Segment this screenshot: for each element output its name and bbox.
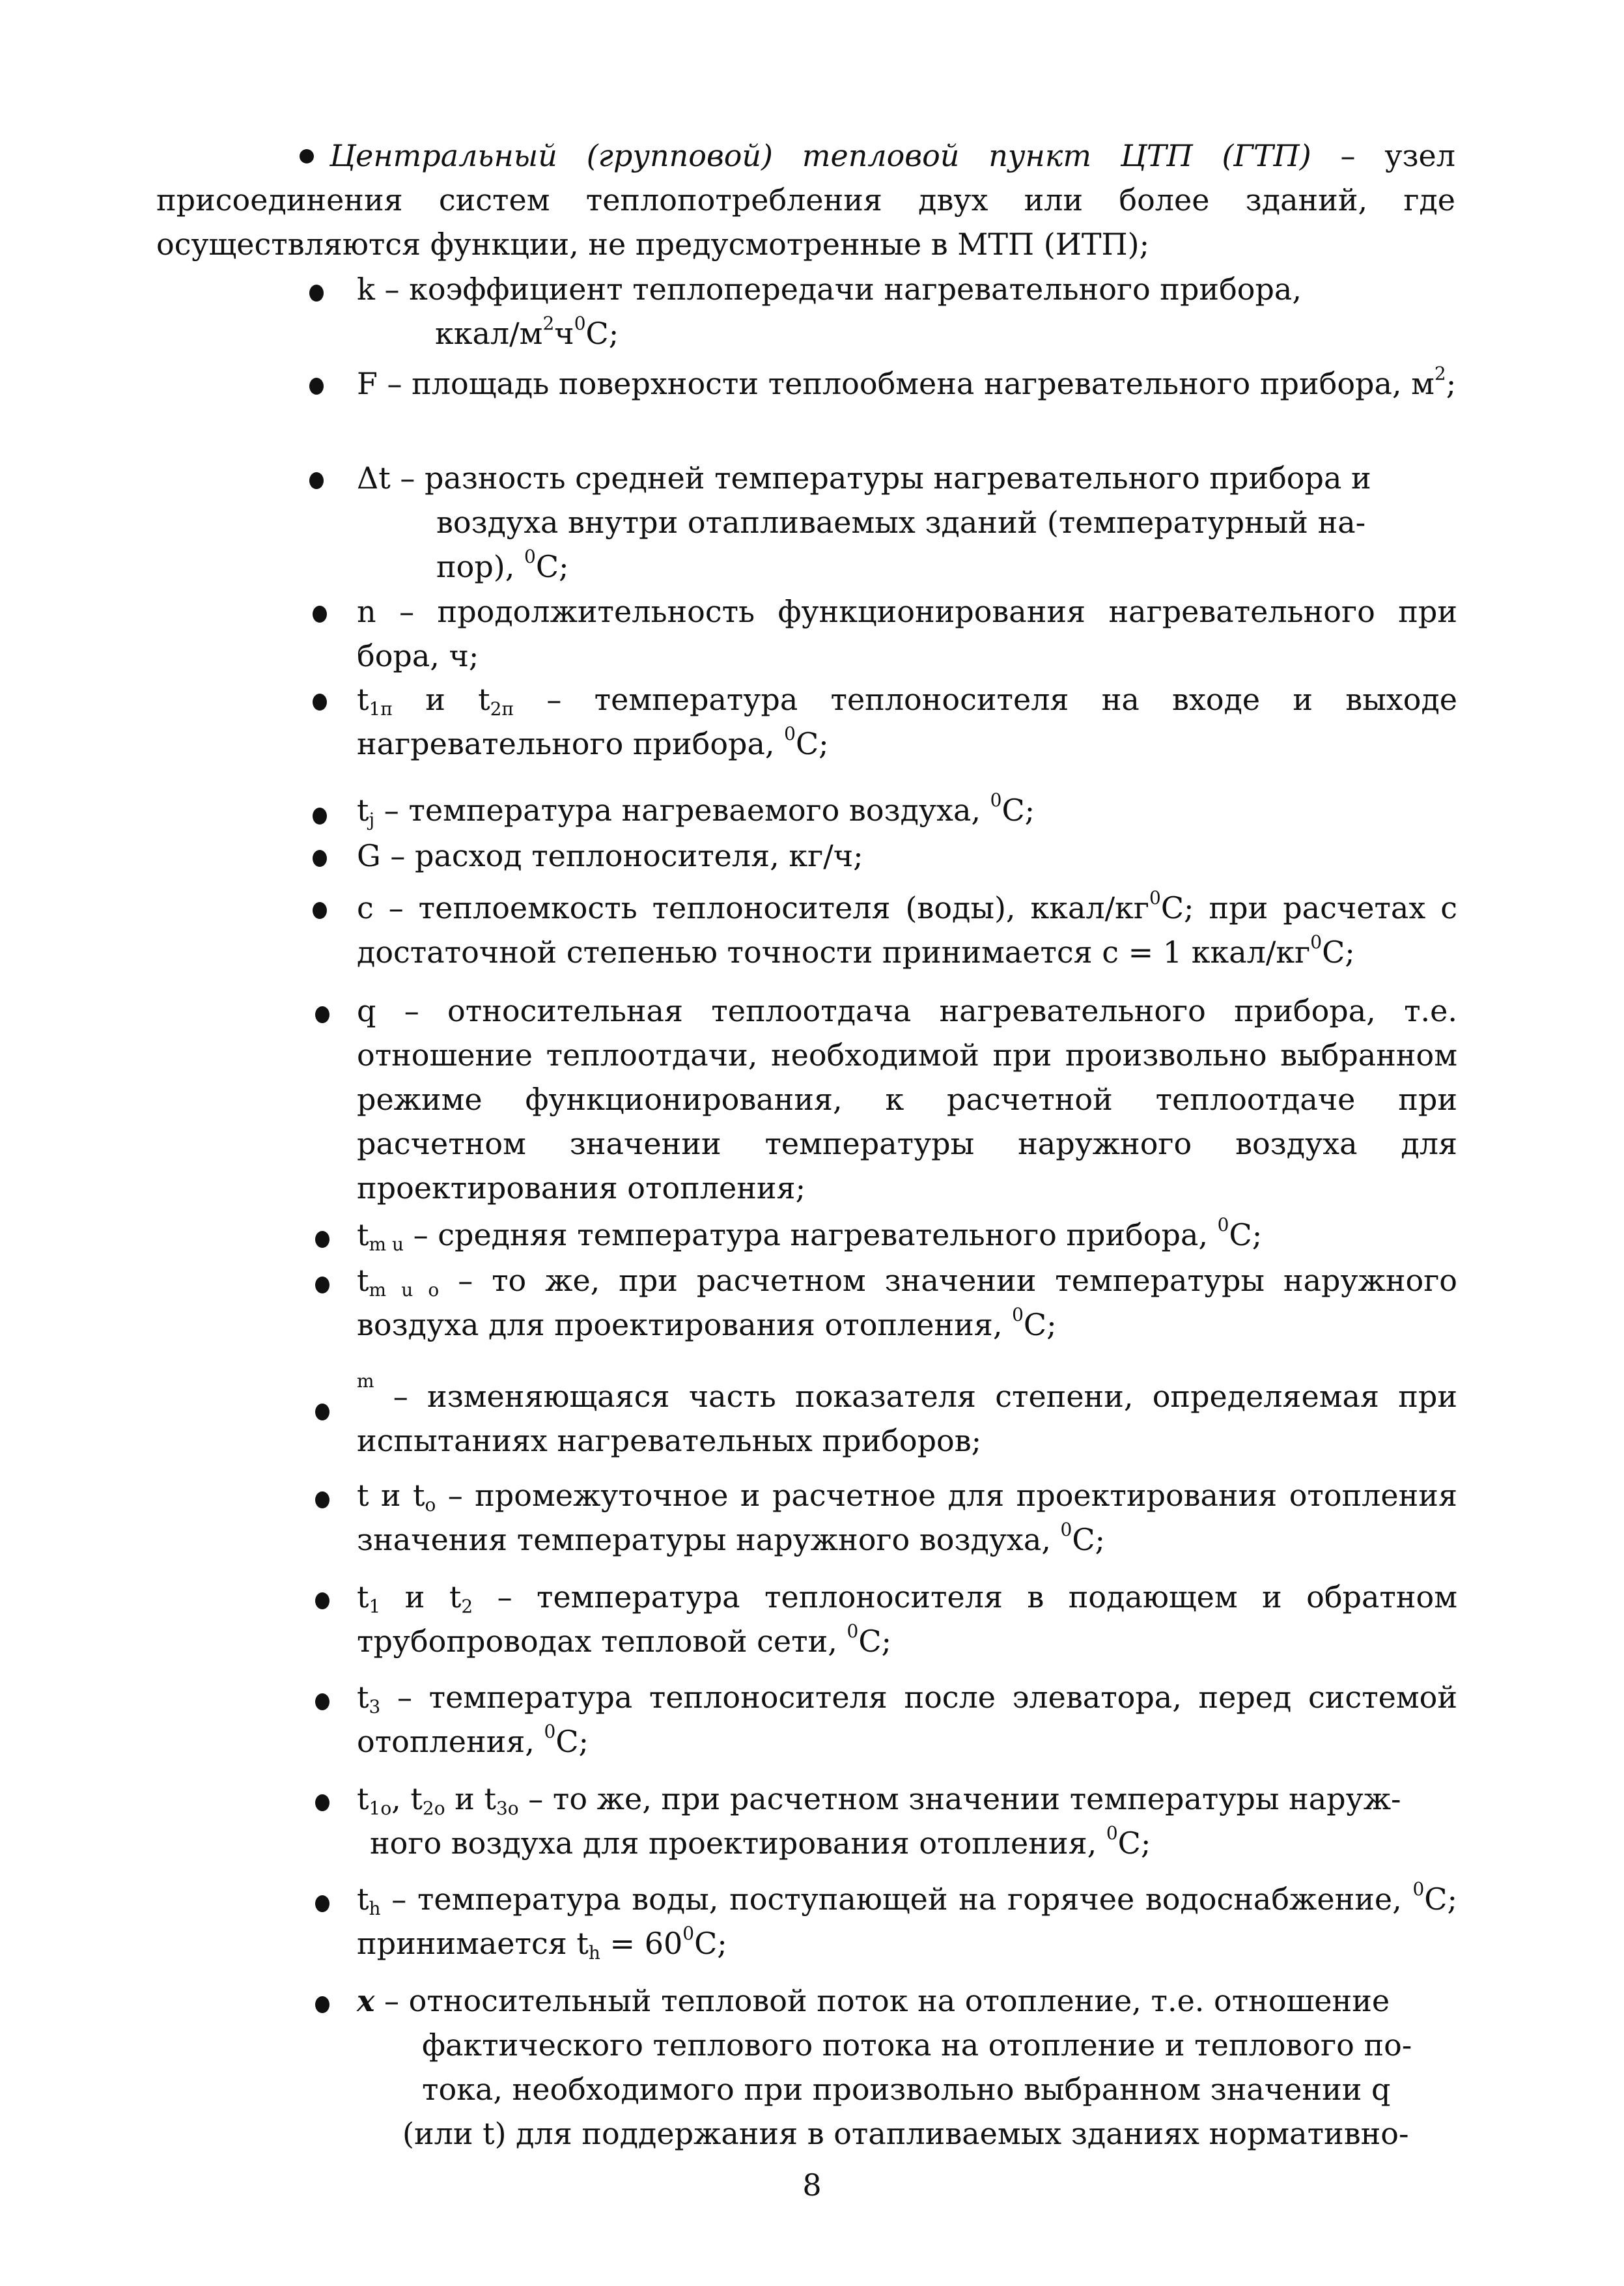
bullet-icon — [315, 1231, 329, 1248]
list-item: $t_{m u}$ – средняя температура нагревательного прибора, $^0$С; — [357, 1214, 1263, 1255]
list-item: n – продолжительность функционирования нагревательного при бора, ч; — [357, 594, 1457, 673]
bullet-icon — [315, 1794, 329, 1811]
page-number: 8 — [802, 2167, 822, 2203]
intro-term: Центральный (групповой) тепловой пункт ЦТП (ГТП) — [329, 138, 1311, 173]
bullet-icon — [313, 808, 327, 825]
bullet-icon — [309, 378, 324, 395]
intro-definition: – узел присоединения систем теплопотребления двух или более зданий, где осуществляются функции, не предусмотренные в МТП (ИТП); — [156, 138, 1455, 262]
bullet-icon — [300, 149, 314, 163]
intro-paragraph — [156, 134, 1455, 266]
list-item: $t_h$ – температура воды, поступающей на горячее водоснабжение, $^0$С; принимается $t_h = 60^0С$; — [357, 1878, 1457, 1964]
bullet-icon — [309, 285, 324, 302]
list-item: $t_3$ – температура теплоносителя после элеватора, перед системой отопления, $^0$С; — [357, 1680, 1457, 1759]
list-item: t и $t_o$ – промежуточное и расчетное для проектирования отопления значения температуры наружного воздуха, $^0$С; — [357, 1478, 1457, 1557]
bullet-icon — [313, 694, 327, 711]
list-item: F – площадь поверхности теплообмена нагревательного прибора, $м^2$; — [357, 363, 1457, 401]
list-item: $t_1$ и $t_2$ – температура теплоносителя в подающем и обратном трубопроводах тепловой сети, $^0$С; — [357, 1579, 1457, 1659]
list-item: k – коэффициент теплопередачи нагревательного прибора, ккал/$м^2ч^0С$; — [357, 272, 1302, 351]
list-item: $^m$ – изменяющаяся часть показателя степени, определяемая при испытаниях нагревательных приборов; — [357, 1370, 1457, 1458]
list-item: Δt – разность средней температуры нагревательного прибора и воздуха внутри отапливаемых зданий (температурный на- пор), $^0$С; — [357, 460, 1371, 584]
bullet-icon — [315, 1592, 329, 1609]
bullet-icon — [309, 472, 324, 489]
bullet-icon — [315, 1996, 329, 2013]
bullet-icon — [313, 850, 327, 867]
bullet-icon — [313, 606, 327, 623]
list-item: $t_{m u o}$ – то же, при расчетном значении температуры наружного воздуха для проектирования отопления, $^0$С; — [357, 1263, 1457, 1342]
bullet-icon — [315, 1491, 329, 1508]
list-item: G – расход теплоносителя, кг/ч; — [357, 838, 863, 873]
list-item: $t_{1п}$ и $t_{2п}$ – температура теплоносителя на входе и выходе нагревательного прибора, $^0$С; — [357, 682, 1457, 761]
bullet-icon — [315, 1895, 329, 1912]
list-item: c – теплоемкость теплоносителя (воды), ккал/$кг^0С$; при расчетах с достаточной степенью точности принимается c = 1 ккал/$кг^0С$; — [357, 887, 1457, 970]
list-item: $t_j$ – температура нагреваемого воздуха, $^0$С; — [357, 789, 1035, 830]
bullet-icon — [313, 902, 327, 919]
bullet-icon — [315, 1693, 329, 1710]
bullet-icon — [315, 1404, 329, 1420]
bullet-icon — [315, 1277, 329, 1293]
list-item: $t_{1o}$, $t_{2o}$ и $t_{3o}$ – то же, при расчетном значении температуры наруж- ного воздуха для проектирования отопления, $^0$С; — [357, 1781, 1401, 1861]
list-item: x – относительный тепловой поток на отопление, т.е. отношение фактического теплового потока на отопление и теплового по- тока, необходимого при произвольно выбранном значении q (или t) для поддержания в отапливаемых зданиях нормативно- — [357, 1983, 1412, 2151]
list-item: q – относительная теплоотдача нагревательного прибора, т.е. отношение теплоотдачи, необходимой при произвольно выбранном режиме функционирования, к расчетной теплоотдаче при расчетном значении температуры наружного воздуха для проектирования отопления; — [357, 993, 1457, 1206]
bullet-icon — [315, 1006, 329, 1023]
